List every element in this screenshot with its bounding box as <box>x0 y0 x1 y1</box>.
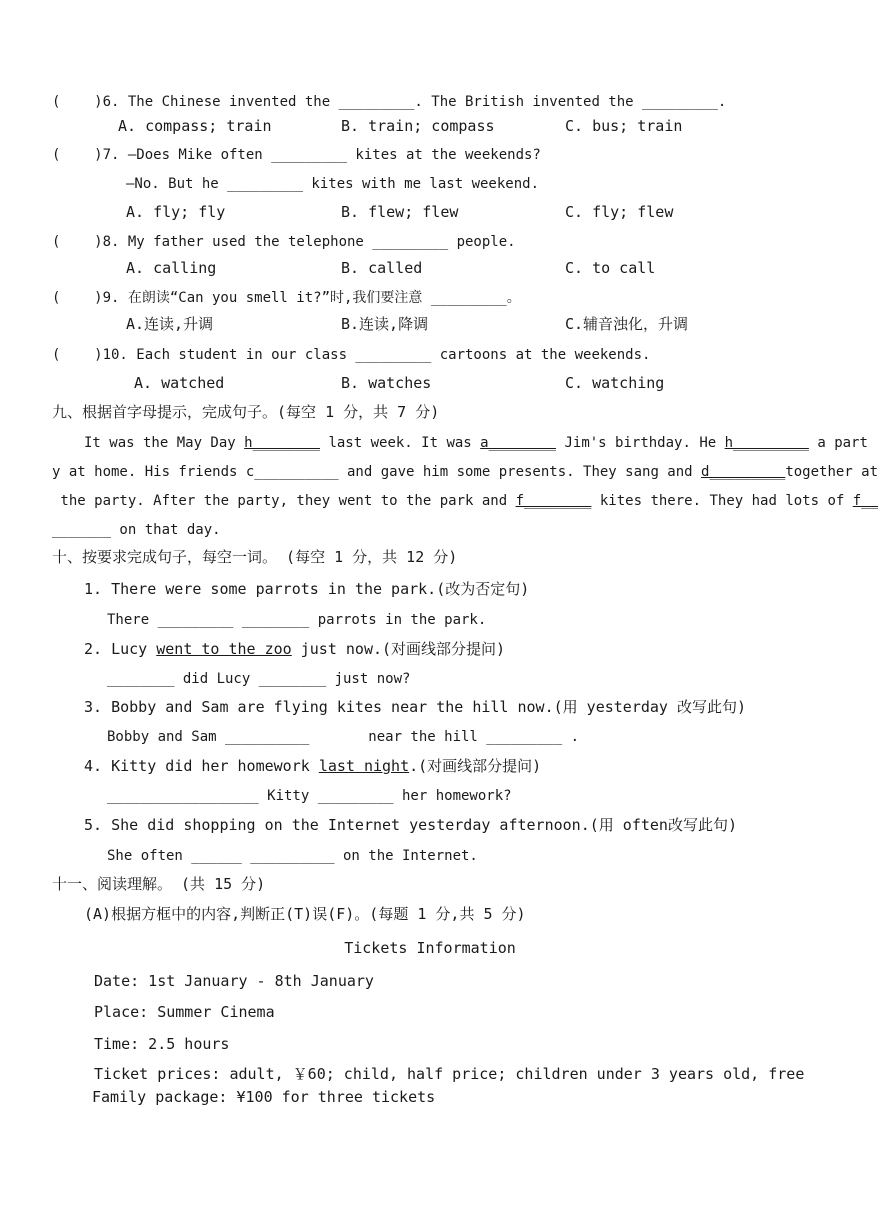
q8-option-a: A. calling <box>126 259 217 277</box>
q7-option-a: A. fly; fly <box>126 203 226 221</box>
ticket-family-package: Family package: ¥100 for three tickets <box>92 1088 436 1106</box>
s10-item-5-answer: She often ______ __________ on the Internet. <box>107 848 478 864</box>
question-9-stem: ( )9. 在朗读“Can you smell it?”时,我们要注意 _________。 <box>52 290 521 306</box>
q9-option-a: A.连读,升调 <box>126 315 214 333</box>
q10-option-b: B. watches <box>341 374 432 392</box>
q7-option-b: B. flew; flew <box>341 203 459 221</box>
q6-option-a: A. compass; train <box>118 117 272 135</box>
s10-item-4: 4. Kitty did her homework last night.(对画线部分提问) <box>84 757 542 775</box>
question-7-response: —No. But he _________ kites with me last weekend. <box>126 176 540 192</box>
section-10-title: 十、按要求完成句子，每空一词。 (每空 1 分，共 12 分) <box>52 548 458 566</box>
s10-item-1-answer: There _________ ________ parrots in the park. <box>107 612 487 628</box>
s10-item-5: 5. She did shopping on the Internet yesterday afternoon.(用 often改写此句) <box>84 816 737 834</box>
q10-option-a: A. watched <box>134 374 225 392</box>
section-11-subtitle: (A)根据方框中的内容,判断正(T)误(F)。(每题 1 分,共 5 分) <box>84 905 526 923</box>
question-7-stem: ( )7. —Does Mike often _________ kites at the weekends? <box>52 147 541 163</box>
s10-item-2: 2. Lucy went to the zoo just now.(对画线部分提问) <box>84 640 506 658</box>
s10-item-3: 3. Bobby and Sam are flying kites near the hill now.(用 yesterday 改写此句) <box>84 698 747 716</box>
ticket-place: Place: Summer Cinema <box>94 1003 275 1021</box>
section-9-line-3: the party. After the party, they went to the park and f________ kites there. They had lots of f__ <box>52 493 878 509</box>
q8-option-b: B. called <box>341 259 423 277</box>
section-11-title: 十一、阅读理解。 (共 15 分) <box>52 875 266 893</box>
ticket-date: Date: 1st January - 8th January <box>94 972 374 990</box>
ticket-time: Time: 2.5 hours <box>94 1035 230 1053</box>
q6-option-b: B. train; compass <box>341 117 495 135</box>
q8-option-c: C. to call <box>565 259 656 277</box>
section-9-line-4: _______ on that day. <box>52 522 221 538</box>
section-9-line-1: It was the May Day h________ last week. It was a________ Jim's birthday. He h_________ a part <box>84 435 868 451</box>
question-10-stem: ( )10. Each student in our class _________ cartoons at the weekends. <box>52 347 651 363</box>
q10-option-c: C. watching <box>565 374 665 392</box>
question-6-stem: ( )6. The Chinese invented the _________. The British invented the _________. <box>52 94 727 110</box>
section-9-line-2: y at home. His friends c__________ and gave him some presents. They sang and d_________together at <box>52 464 878 480</box>
q9-option-b: B.连读,降调 <box>341 315 429 333</box>
section-9-title: 九、根据首字母提示，完成句子。(每空 1 分，共 7 分) <box>52 403 440 421</box>
s10-item-1: 1. There were some parrots in the park.(改为否定句) <box>84 580 530 598</box>
s10-item-4-answer: __________________ Kitty _________ her homework? <box>107 788 512 804</box>
ticket-prices: Ticket prices: adult, ￥60; child, half price; children under 3 years old, free <box>94 1065 805 1083</box>
q6-option-c: C. bus; train <box>565 117 683 135</box>
s10-item-2-answer: ________ did Lucy ________ just now? <box>107 671 411 687</box>
q9-option-c: C.辅音浊化，升调 <box>565 315 689 333</box>
question-8-stem: ( )8. My father used the telephone _________ people. <box>52 234 516 250</box>
s10-item-3-answer: Bobby and Sam __________ near the hill _________ . <box>107 729 580 745</box>
q7-option-c: C. fly; flew <box>565 203 674 221</box>
tickets-info-title: Tickets Information <box>344 939 516 957</box>
